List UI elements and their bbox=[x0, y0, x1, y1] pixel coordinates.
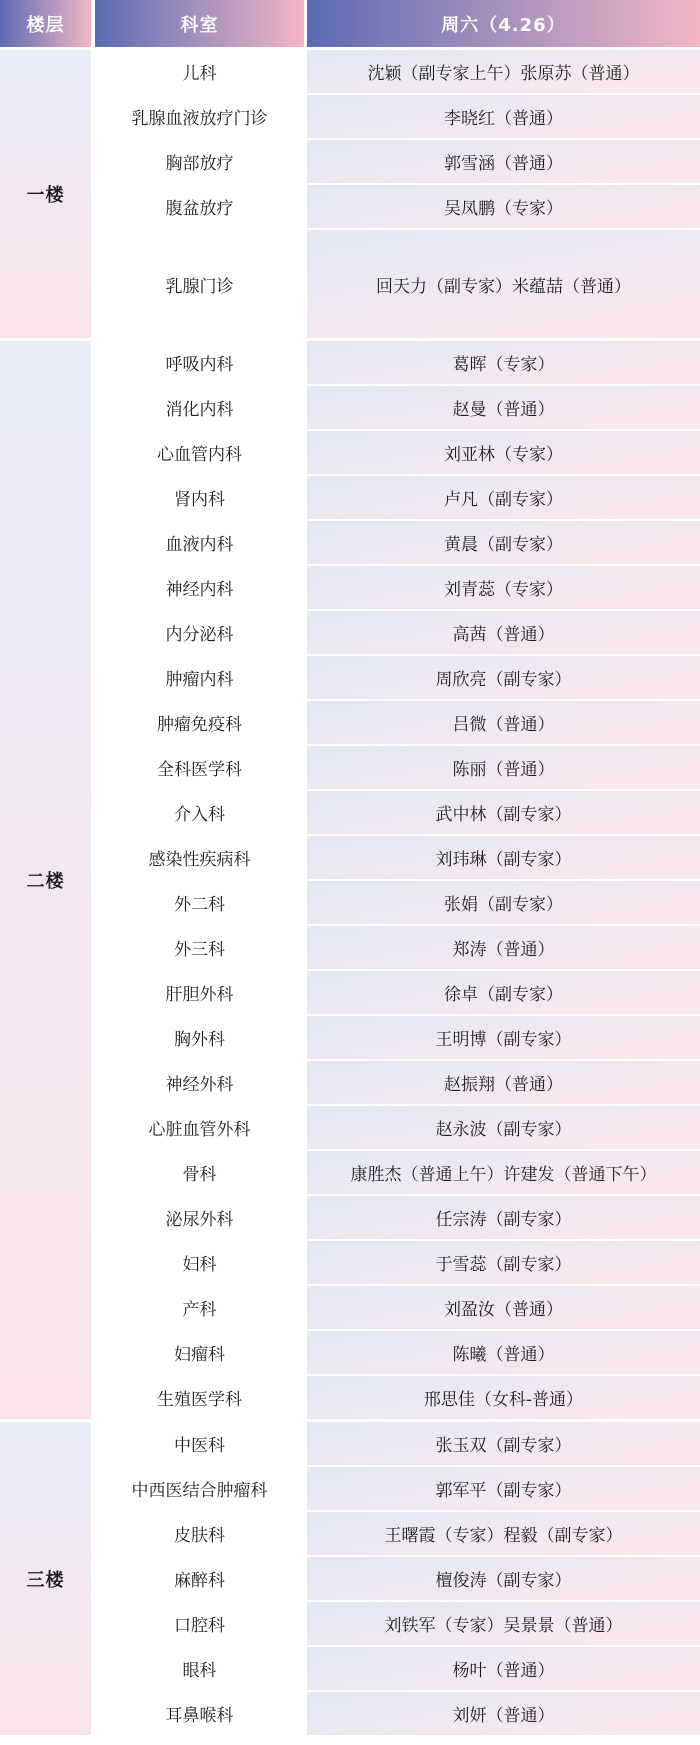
table-row bbox=[95, 1512, 700, 1555]
floor-label: 一楼 bbox=[0, 50, 91, 338]
schedule-cell: 李晓红（普通） bbox=[307, 95, 700, 138]
header-department: 科室 bbox=[95, 0, 304, 47]
table-row bbox=[95, 701, 700, 744]
department-cell: 感染性疾病科 bbox=[95, 836, 304, 879]
schedule-cell: 陈丽（普通） bbox=[307, 746, 700, 789]
table-header bbox=[0, 0, 700, 47]
schedule-cell: 赵曼（普通） bbox=[307, 386, 700, 429]
schedule-cell: 邢思佳（女科-普通） bbox=[307, 1376, 700, 1419]
table-row bbox=[95, 1151, 700, 1194]
schedule-cell: 刘铁军（专家）吴景景（普通） bbox=[307, 1602, 700, 1645]
department-cell: 呼吸内科 bbox=[95, 341, 304, 384]
table-row bbox=[95, 971, 700, 1014]
table-row bbox=[95, 1692, 700, 1735]
department-cell: 乳腺血液放疗门诊 bbox=[95, 95, 304, 138]
schedule-cell: 张娟（副专家） bbox=[307, 881, 700, 924]
table-row bbox=[95, 230, 700, 338]
department-cell: 妇科 bbox=[95, 1241, 304, 1284]
department-cell: 神经外科 bbox=[95, 1061, 304, 1104]
schedule-cell: 葛晖（专家） bbox=[307, 341, 700, 384]
schedule-cell: 吴凤鹏（专家） bbox=[307, 185, 700, 228]
department-cell: 肾内科 bbox=[95, 476, 304, 519]
schedule-cell: 张玉双（副专家） bbox=[307, 1422, 700, 1465]
schedule-cell: 任宗涛（副专家） bbox=[307, 1196, 700, 1239]
table-row bbox=[95, 1602, 700, 1645]
table-row bbox=[95, 1241, 700, 1284]
table-row bbox=[95, 566, 700, 609]
header-floor: 楼层 bbox=[0, 0, 91, 47]
floor-section bbox=[0, 1422, 700, 1735]
floor-section bbox=[0, 341, 700, 1419]
schedule-cell: 郑涛（普通） bbox=[307, 926, 700, 969]
department-cell: 血液内科 bbox=[95, 521, 304, 564]
department-cell: 胸部放疗 bbox=[95, 140, 304, 183]
department-cell: 消化内科 bbox=[95, 386, 304, 429]
schedule-cell: 王明博（副专家） bbox=[307, 1016, 700, 1059]
department-cell: 肿瘤内科 bbox=[95, 656, 304, 699]
schedule-cell: 杨叶（普通） bbox=[307, 1647, 700, 1690]
department-cell: 乳腺门诊 bbox=[95, 230, 304, 338]
header-day: 周六（4.26） bbox=[307, 0, 700, 47]
department-cell: 肝胆外科 bbox=[95, 971, 304, 1014]
table-row bbox=[95, 341, 700, 384]
schedule-cell: 王曙霞（专家）程毅（副专家） bbox=[307, 1512, 700, 1555]
section-rows bbox=[95, 1422, 700, 1735]
schedule-cell: 黄晨（副专家） bbox=[307, 521, 700, 564]
department-cell: 全科医学科 bbox=[95, 746, 304, 789]
department-cell: 心脏血管外科 bbox=[95, 1106, 304, 1149]
schedule-cell: 刘妍（普通） bbox=[307, 1692, 700, 1735]
table-row bbox=[95, 1196, 700, 1239]
floor-section bbox=[0, 50, 700, 338]
table-row bbox=[95, 881, 700, 924]
department-cell: 中西医结合肿瘤科 bbox=[95, 1467, 304, 1510]
table-row bbox=[95, 476, 700, 519]
department-cell: 产科 bbox=[95, 1286, 304, 1329]
table-row bbox=[95, 1557, 700, 1600]
schedule-cell: 赵永波（副专家） bbox=[307, 1106, 700, 1149]
table-row bbox=[95, 1016, 700, 1059]
table-body bbox=[0, 50, 700, 1735]
schedule-cell: 赵振翔（普通） bbox=[307, 1061, 700, 1104]
schedule-cell: 吕微（普通） bbox=[307, 701, 700, 744]
schedule-cell: 郭军平（副专家） bbox=[307, 1467, 700, 1510]
table-row bbox=[95, 611, 700, 654]
table-row bbox=[95, 1422, 700, 1465]
section-rows bbox=[95, 341, 700, 1419]
schedule-cell: 康胜杰（普通上午）许建发（普通下午） bbox=[307, 1151, 700, 1194]
schedule-cell: 沈颖（副专家上午）张原苏（普通） bbox=[307, 50, 700, 93]
schedule-cell: 刘亚林（专家） bbox=[307, 431, 700, 474]
department-cell: 口腔科 bbox=[95, 1602, 304, 1645]
table-row bbox=[95, 926, 700, 969]
table-row bbox=[95, 140, 700, 183]
table-row bbox=[95, 95, 700, 138]
table-row bbox=[95, 836, 700, 879]
department-cell: 儿科 bbox=[95, 50, 304, 93]
department-cell: 介入科 bbox=[95, 791, 304, 834]
table-row bbox=[95, 1647, 700, 1690]
schedule-cell: 檀俊涛（副专家） bbox=[307, 1557, 700, 1600]
table-row bbox=[95, 791, 700, 834]
department-cell: 麻醉科 bbox=[95, 1557, 304, 1600]
department-cell: 眼科 bbox=[95, 1647, 304, 1690]
schedule-cell: 武中林（副专家） bbox=[307, 791, 700, 834]
department-cell: 胸外科 bbox=[95, 1016, 304, 1059]
schedule-cell: 高茜（普通） bbox=[307, 611, 700, 654]
department-cell: 生殖医学科 bbox=[95, 1376, 304, 1419]
table-row bbox=[95, 1467, 700, 1510]
department-cell: 外三科 bbox=[95, 926, 304, 969]
table-row bbox=[95, 656, 700, 699]
department-cell: 肿瘤免疫科 bbox=[95, 701, 304, 744]
table-row bbox=[95, 1061, 700, 1104]
section-rows bbox=[95, 50, 700, 338]
schedule-cell: 徐卓（副专家） bbox=[307, 971, 700, 1014]
schedule-cell: 陈曦（普通） bbox=[307, 1331, 700, 1374]
department-cell: 外二科 bbox=[95, 881, 304, 924]
schedule-cell: 刘玮琳（副专家） bbox=[307, 836, 700, 879]
department-cell: 骨科 bbox=[95, 1151, 304, 1194]
department-cell: 耳鼻喉科 bbox=[95, 1692, 304, 1735]
floor-label: 二楼 bbox=[0, 341, 91, 1419]
department-cell: 神经内科 bbox=[95, 566, 304, 609]
table-row bbox=[95, 50, 700, 93]
table-row bbox=[95, 185, 700, 228]
schedule-cell: 于雪蕊（副专家） bbox=[307, 1241, 700, 1284]
department-cell: 皮肤科 bbox=[95, 1512, 304, 1555]
table-row bbox=[95, 1376, 700, 1419]
table-row bbox=[95, 1331, 700, 1374]
floor-label: 三楼 bbox=[0, 1422, 91, 1735]
table-row bbox=[95, 521, 700, 564]
table-row bbox=[95, 431, 700, 474]
schedule-cell: 郭雪涵（普通） bbox=[307, 140, 700, 183]
table-row bbox=[95, 1106, 700, 1149]
department-cell: 心血管内科 bbox=[95, 431, 304, 474]
schedule-cell: 卢凡（副专家） bbox=[307, 476, 700, 519]
department-cell: 泌尿外科 bbox=[95, 1196, 304, 1239]
department-cell: 中医科 bbox=[95, 1422, 304, 1465]
department-cell: 腹盆放疗 bbox=[95, 185, 304, 228]
schedule-cell: 刘青蕊（专家） bbox=[307, 566, 700, 609]
table-row bbox=[95, 746, 700, 789]
table-row bbox=[95, 386, 700, 429]
schedule-cell: 周欣亮（副专家） bbox=[307, 656, 700, 699]
schedule-cell: 回天力（副专家）米蕴喆（普通） bbox=[307, 230, 700, 338]
table-row bbox=[95, 1286, 700, 1329]
department-cell: 妇瘤科 bbox=[95, 1331, 304, 1374]
department-cell: 内分泌科 bbox=[95, 611, 304, 654]
schedule-cell: 刘盈汝（普通） bbox=[307, 1286, 700, 1329]
